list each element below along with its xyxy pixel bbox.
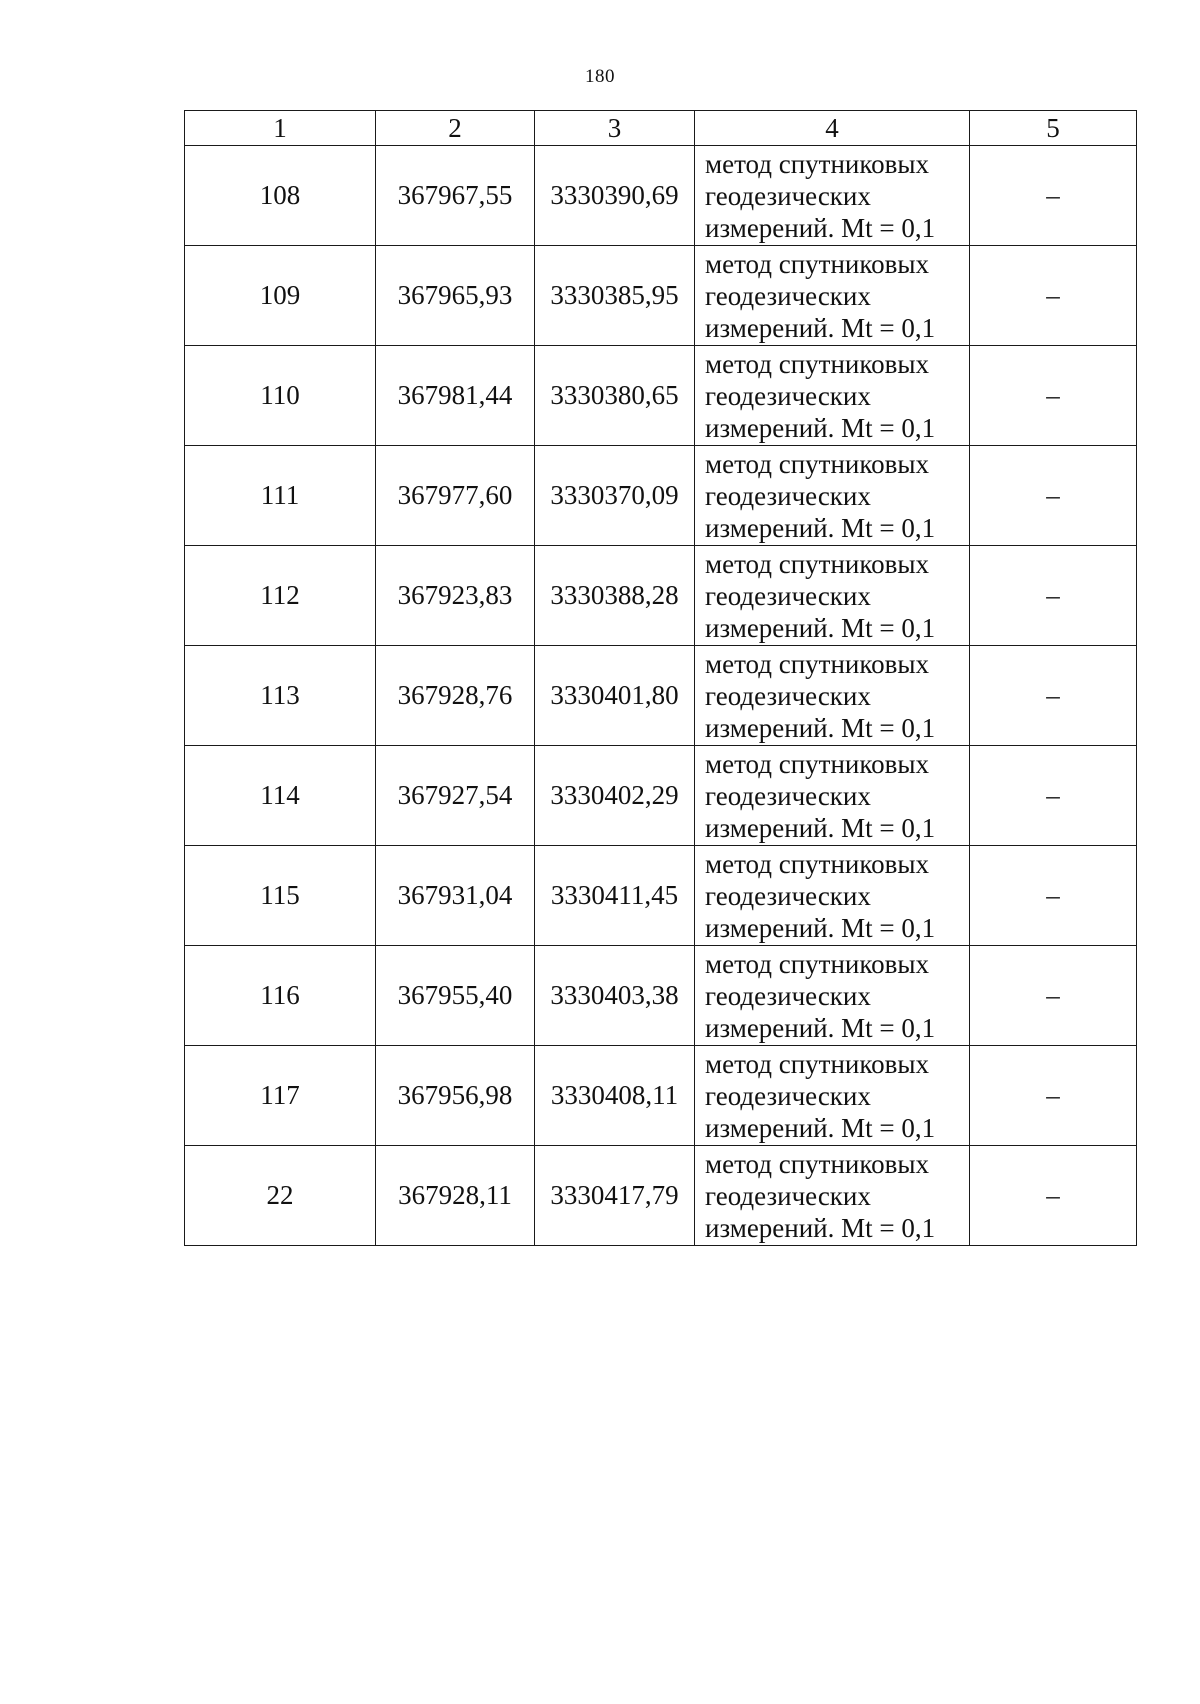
- method-cell: [695, 1146, 970, 1246]
- table-row: [185, 246, 1137, 346]
- method-line: геодезических: [705, 380, 871, 411]
- y-coordinate-cell: 3330411,45: [535, 846, 695, 946]
- method-line: геодезических: [705, 580, 871, 611]
- coordinates-table: [184, 110, 1137, 1246]
- method-line: измерений. Mt = 0,1: [705, 512, 936, 543]
- point-number-cell: 114: [185, 746, 376, 846]
- method-line: метод спутниковых: [705, 748, 929, 779]
- table-header: [185, 111, 1137, 146]
- method-line: метод спутниковых: [705, 1048, 929, 1079]
- method-line: метод спутниковых: [705, 1148, 929, 1179]
- method-line: метод спутниковых: [705, 548, 929, 579]
- point-number-cell: 111: [185, 446, 376, 546]
- method-line: метод спутниковых: [705, 248, 929, 279]
- table-row: [185, 546, 1137, 646]
- point-number-cell: 115: [185, 846, 376, 946]
- y-coordinate-cell: 3330403,38: [535, 946, 695, 1046]
- method-line: геодезических: [705, 280, 871, 311]
- table-row: [185, 146, 1137, 246]
- table-row: [185, 446, 1137, 546]
- table-row: [185, 1046, 1137, 1146]
- method-line: метод спутниковых: [705, 948, 929, 979]
- y-coordinate-cell: 3330408,11: [535, 1046, 695, 1146]
- method-line: измерений. Mt = 0,1: [705, 212, 936, 243]
- column-header-3: 3: [535, 111, 695, 146]
- method-cell: [695, 1046, 970, 1146]
- point-number-cell: 112: [185, 546, 376, 646]
- table-row: [185, 646, 1137, 746]
- y-coordinate-cell: 3330401,80: [535, 646, 695, 746]
- x-coordinate-cell: 367965,93: [376, 246, 535, 346]
- method-line: измерений. Mt = 0,1: [705, 1212, 936, 1243]
- point-number-cell: 108: [185, 146, 376, 246]
- note-cell: –: [970, 146, 1137, 246]
- x-coordinate-cell: 367955,40: [376, 946, 535, 1046]
- column-header-4: 4: [695, 111, 970, 146]
- method-line: измерений. Mt = 0,1: [705, 912, 936, 943]
- method-line: геодезических: [705, 780, 871, 811]
- method-line: измерений. Mt = 0,1: [705, 612, 936, 643]
- note-cell: –: [970, 1046, 1137, 1146]
- header-row: [185, 111, 1137, 146]
- x-coordinate-cell: 367928,11: [376, 1146, 535, 1246]
- x-coordinate-cell: 367923,83: [376, 546, 535, 646]
- method-cell: [695, 746, 970, 846]
- note-cell: –: [970, 346, 1137, 446]
- y-coordinate-cell: 3330390,69: [535, 146, 695, 246]
- method-line: геодезических: [705, 180, 871, 211]
- method-cell: [695, 446, 970, 546]
- method-line: измерений. Mt = 0,1: [705, 1112, 936, 1143]
- note-cell: –: [970, 746, 1137, 846]
- y-coordinate-cell: 3330402,29: [535, 746, 695, 846]
- x-coordinate-cell: 367956,98: [376, 1046, 535, 1146]
- x-coordinate-cell: 367928,76: [376, 646, 535, 746]
- note-cell: –: [970, 1146, 1137, 1246]
- method-line: измерений. Mt = 0,1: [705, 1012, 936, 1043]
- column-header-5: 5: [970, 111, 1137, 146]
- point-number-cell: 117: [185, 1046, 376, 1146]
- point-number-cell: 113: [185, 646, 376, 746]
- x-coordinate-cell: 367967,55: [376, 146, 535, 246]
- x-coordinate-cell: 367981,44: [376, 346, 535, 446]
- note-cell: –: [970, 546, 1137, 646]
- y-coordinate-cell: 3330385,95: [535, 246, 695, 346]
- table-row: [185, 846, 1137, 946]
- method-line: геодезических: [705, 1180, 871, 1211]
- point-number-cell: 116: [185, 946, 376, 1046]
- method-cell: [695, 846, 970, 946]
- method-cell: [695, 346, 970, 446]
- table-row: [185, 1146, 1137, 1246]
- method-cell: [695, 246, 970, 346]
- method-line: измерений. Mt = 0,1: [705, 712, 936, 743]
- method-line: метод спутниковых: [705, 148, 929, 179]
- y-coordinate-cell: 3330388,28: [535, 546, 695, 646]
- page-number: 180: [585, 66, 615, 87]
- note-cell: –: [970, 846, 1137, 946]
- column-header-2: 2: [376, 111, 535, 146]
- method-line: измерений. Mt = 0,1: [705, 312, 936, 343]
- x-coordinate-cell: 367977,60: [376, 446, 535, 546]
- y-coordinate-cell: 3330380,65: [535, 346, 695, 446]
- method-line: метод спутниковых: [705, 848, 929, 879]
- x-coordinate-cell: 367927,54: [376, 746, 535, 846]
- method-line: геодезических: [705, 480, 871, 511]
- method-line: геодезических: [705, 1080, 871, 1111]
- method-line: геодезических: [705, 880, 871, 911]
- y-coordinate-cell: 3330417,79: [535, 1146, 695, 1246]
- method-line: измерений. Mt = 0,1: [705, 412, 936, 443]
- y-coordinate-cell: 3330370,09: [535, 446, 695, 546]
- method-line: метод спутниковых: [705, 448, 929, 479]
- method-line: метод спутниковых: [705, 348, 929, 379]
- method-cell: [695, 646, 970, 746]
- table-row: [185, 746, 1137, 846]
- table-body: [185, 146, 1137, 1246]
- note-cell: –: [970, 646, 1137, 746]
- x-coordinate-cell: 367931,04: [376, 846, 535, 946]
- table-row: [185, 346, 1137, 446]
- point-number-cell: 109: [185, 246, 376, 346]
- note-cell: –: [970, 246, 1137, 346]
- note-cell: –: [970, 446, 1137, 546]
- method-line: измерений. Mt = 0,1: [705, 812, 936, 843]
- method-line: геодезических: [705, 980, 871, 1011]
- method-cell: [695, 546, 970, 646]
- point-number-cell: 22: [185, 1146, 376, 1246]
- method-cell: [695, 146, 970, 246]
- method-line: геодезических: [705, 680, 871, 711]
- table-row: [185, 946, 1137, 1046]
- column-header-1: 1: [185, 111, 376, 146]
- method-line: метод спутниковых: [705, 648, 929, 679]
- point-number-cell: 110: [185, 346, 376, 446]
- method-cell: [695, 946, 970, 1046]
- note-cell: –: [970, 946, 1137, 1046]
